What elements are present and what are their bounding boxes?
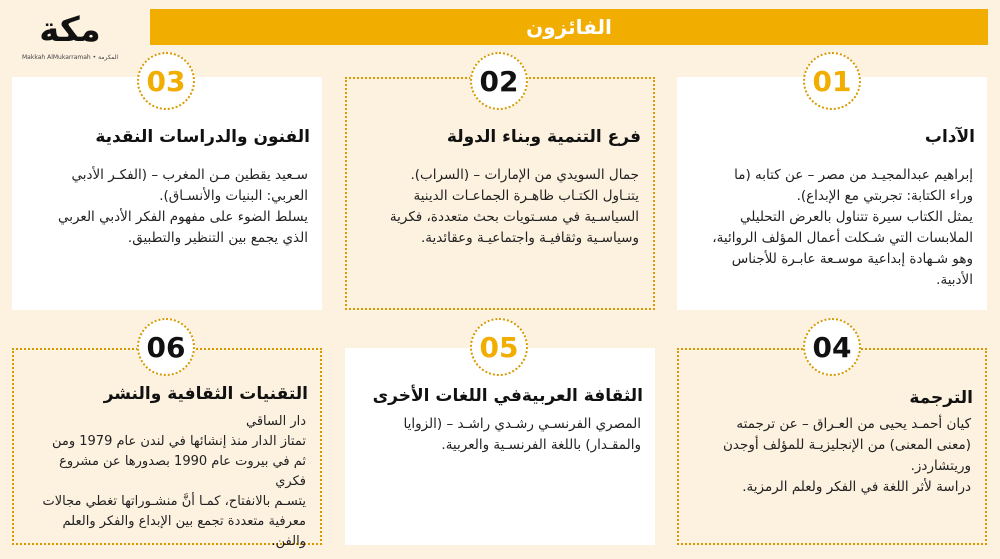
card-title: الفنون والدراسات النقدية — [95, 127, 310, 147]
logo-subtitle: Makkah AlMukarramah • المكرمة — [22, 54, 119, 61]
card-development — [345, 77, 655, 310]
logo-wordmark: مكة — [39, 10, 101, 50]
card-number-badge: 06 — [137, 318, 195, 376]
card-title: الآداب — [924, 127, 975, 147]
page-title: الفائزون — [526, 15, 612, 39]
card-body: سـعيد يقطين مـن المغرب – (الفكـر الأدبي العربي: البنيات والأنسـاق). يسلط الضوء على مفهوم الفكر الأدبي العربي الذي يجمع بين التنظير والتطبيق. — [57, 167, 308, 246]
card-body: إبراهيم عبدالمجيـد من مصر – عن كتابه (ما وراء الكتابة: تجربتي مع الإبداع). يمثل الكتاب سيرة تتناول بالعرض التحليلي الملابسات التي شـكلت أعمال المؤلف الروائية، وهو شـهادة إبداعية موسـعة عابـرة للأجناس الأدبية. — [712, 167, 973, 288]
card-body: جمال السويدي من الإمارات – (السراب). يتنـاول الكتـاب ظاهـرة الجماعـات الدينية السياسـية في مسـتويات بحث متعددة، فكرية وسياسـية وثقافيـة واجتماعيـة وعقائدية. — [389, 167, 639, 246]
card-arts-criticism — [12, 77, 322, 310]
card-literature — [677, 77, 987, 310]
card-title: التقنيات الثقافية والنشر — [103, 384, 308, 404]
card-translation — [677, 348, 987, 545]
card-number-badge: 04 — [803, 318, 861, 376]
card-body: كيان أحمـد يحيى من العـراق – عن ترجمته (معنى المعنى) من الإنجليزيـة للمؤلف أوجدن وريتشاردز. دراسة لأثر اللغة في الفكر ولعلم الرمزية. — [722, 416, 971, 495]
title-bar — [150, 9, 988, 45]
card-body: المصري الفرنسـي رشـدي راشـد – (الزوايا والمقـدار) باللغة الفرنسـية والعربية. — [403, 416, 641, 453]
card-number-badge: 05 — [470, 318, 528, 376]
makkah-logo — [20, 10, 120, 68]
card-body: دار الساقي تمتاز الدار منذ إنشائها في لندن عام 1979 ومن ثم في بيروت عام 1990 بصدورها عن مشروع فكري يتسـم بالانفتاح، كمـا أنَّ منشـوراتها تغطي مجالات معرفية متعددة تجمع بين الإبداع والفكر والعلم والفن. — [42, 414, 306, 549]
card-title: فرع التنمية وبناء الدولة — [446, 127, 641, 147]
card-title: الثقافة العربيةفي اللغات الأخرى — [372, 386, 643, 406]
card-title: الترجمة — [909, 388, 973, 408]
card-arabic-culture — [345, 348, 655, 545]
card-number-badge: 01 — [803, 52, 861, 110]
card-number-badge: 02 — [470, 52, 528, 110]
card-number-badge: 03 — [137, 52, 195, 110]
card-publishing — [12, 348, 322, 549]
